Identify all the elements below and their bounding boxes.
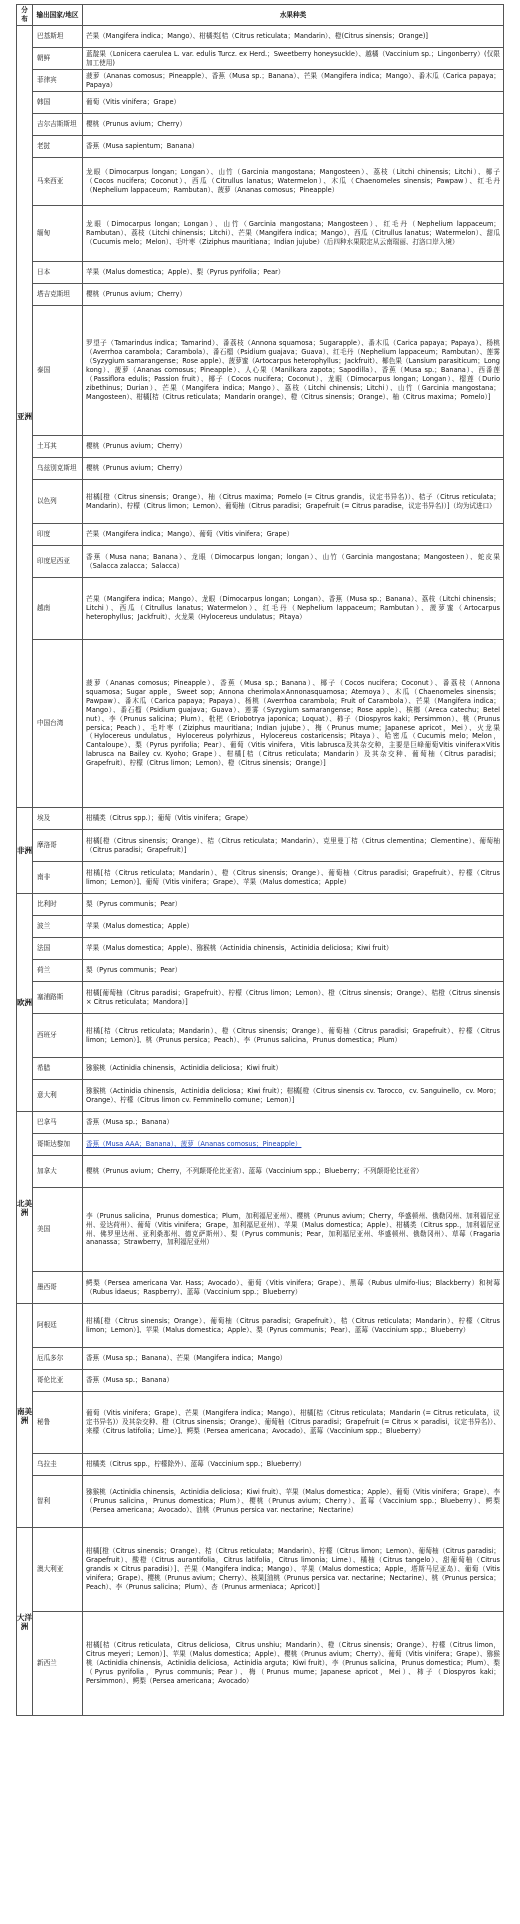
country-cell: 老挝 — [33, 136, 83, 158]
table-row — [17, 114, 504, 136]
country-cell: 摩洛哥 — [33, 830, 83, 862]
country-cell: 西班牙 — [33, 1014, 83, 1058]
fruits-cell: 樱桃（Prunus avium；Cherry） — [83, 114, 504, 136]
country-cell: 厄瓜多尔 — [33, 1348, 83, 1370]
country-cell: 乌兹别克斯坦 — [33, 458, 83, 480]
fruits-cell: 香蕉（Musa AAA；Banana）、菠萝（Ananas comosus；Pineapple） — [83, 1134, 504, 1156]
country-cell: 希腊 — [33, 1058, 83, 1080]
table-row — [17, 1370, 504, 1392]
country-cell: 澳大利亚 — [33, 1528, 83, 1612]
country-cell: 意大利 — [33, 1080, 83, 1112]
table-row — [17, 916, 504, 938]
region-cell: 南美洲 — [17, 1304, 33, 1528]
fruits-cell: 龙眼（Dimocarpus longan；Longan）、山竹（Garcinia mangostana；Mangosteen）、红毛丹（Nephelium lappaceum；Rambutan）、荔枝（Litchi chinensis；Litchi）、芒果（Mangifera indica；Mango）、西瓜（Citrullus lanatus；Watermelon）、甜瓜（Cucumis melo；Melon）、毛叶枣（Ziziphus mauritiana；Indian jujube）（后四种水果限定从云南瑞丽、打洛口岸入境） — [83, 206, 504, 262]
fruits-cell: 柑橘类（Citrus spp.，柠檬除外）、蓝莓（Vaccinium spp.；Blueberry） — [83, 1454, 504, 1476]
table-row — [17, 306, 504, 436]
fruits-cell: 蓝靛果（Lonicera caerulea L. var. edulis Turcz. ex Herd.；Sweetberry honeysuckle）、越橘（Vaccinium sp.；Lingonberry）(仅限加工使用) — [83, 48, 504, 70]
fruits-cell: 柑橘[桔（Citrus reticulata；Mandarin）、橙（Citrus sinensis；Orange）、葡萄柚（Citrus paradisi；Grapefruit）、柠檬（Citrus limon；Lemon）]、桃（Prunus persica；Peach）、李（Prunus salicina，Prunus domestica；Plum） — [83, 1014, 504, 1058]
fruits-cell: 柑橘[橙（Citrus sinensis；Orange）、柚（Citrus maxima；Pomelo (= Citrus grandis，议定书异名)）、桔子（Citrus reticulata；Mandarin）、柠檬（Citrus limon；Lemon）、葡萄柚（Citrus paradisi；Grapefruit (= Citrus paradise，议定书异名)）]（均为试进口） — [83, 480, 504, 524]
header-region: 分布 — [17, 5, 33, 26]
table-row — [17, 70, 504, 92]
country-cell: 以色列 — [33, 480, 83, 524]
fruits-cell: 芒果（Mangifera indica；Mango）、葡萄（Vitis vinifera；Grape） — [83, 524, 504, 546]
table-row — [17, 284, 504, 306]
table-row — [17, 1348, 504, 1370]
country-cell: 埃及 — [33, 808, 83, 830]
table-row — [17, 158, 504, 206]
table-row — [17, 524, 504, 546]
header-country: 输出国家/地区 — [33, 5, 83, 26]
fruits-cell: 樱桃（Prunus avium；Cherry） — [83, 436, 504, 458]
table-row — [17, 982, 504, 1014]
fruits-cell: 香蕉（Musa sapientum；Banana） — [83, 136, 504, 158]
table-row — [17, 960, 504, 982]
country-cell: 塞浦路斯 — [33, 982, 83, 1014]
fruits-cell: 梨（Pyrus communis；Pear） — [83, 894, 504, 916]
fruits-cell: 柑橘[橙（Citrus sinensis；Orange）、葡萄柚（Citrus paradisi；Grapefruit）、桔（Citrus reticulata；Mandarin）、柠檬（Citrus limon；Lemon）]、苹果（Malus domestica；Apple）、梨（Pyrus communis；Pear）、蓝莓（Vaccinium spp.；Blueberry） — [83, 1304, 504, 1348]
country-cell: 乌拉圭 — [33, 1454, 83, 1476]
fruits-cell: 香蕉（Musa sp.；Banana）、芒果（Mangifera indica；Mango） — [83, 1348, 504, 1370]
fruits-cell: 菠萝（Ananas comosus；Pineapple）、香蕉（Musa sp.；Banana）、椰子（Cocos nucifera；Coconut）、番荔枝（Annona squamosa；Sugar apple，Sweet sop；Annona cherimola×Annonasquamosa；Atemoya）、木瓜（Chaenomeles sinensis；Pawpaw）、番木瓜（Carica papaya；Papaya）、杨桃（Averrhoa carambola；Fruit of Carambola）、芒果（Mangifera indica；Mango）、番石榴（Psidium guajava；Guava）、莲雾（Syzygium samarangense；Rose apple）、槟榔（Areca catechu；Betel nut）、李（Prunus salicina；Plum）、枇杷（Eriobotrya japonica；Loquat）、柿子（Diospyros kaki；Persimmon）、桃（Prunus persica；Peach）、毛叶枣（Ziziphus mauritiana；Indian jujube）、梅（Prunus mume；Japanese apricot，Mei）、火龙果（Hylocereus undulatus，Hylocereus polyrhizus，Hylocereus costaricensis；Pitaya）、哈密瓜（Cucumis melo；Melon，Cantaloupe）、梨（Pyrus pyrifolia；Pear）、葡萄（Vitis vinifera，Vitis labrusca及其杂交种，主要是巨峰葡萄Vitis vinifera×Vitis labrusca na Bailey cv. Kyoho；Grape）、柑橘[桔（Citrus reticulata；Mandarin）及其杂交种、葡萄柚（Citrus paradisi；Grapefruit）、柠檬（Citrus limon；Lemon）、橙（Citrus sinensis；Orange）] — [83, 640, 504, 808]
region-cell: 北美洲 — [17, 1112, 33, 1304]
country-cell: 日本 — [33, 262, 83, 284]
fruits-cell: 葡萄（Vitis vinifera；Grape） — [83, 92, 504, 114]
country-cell: 越南 — [33, 578, 83, 640]
country-cell: 哥斯达黎加 — [33, 1134, 83, 1156]
country-cell: 菲律宾 — [33, 70, 83, 92]
country-cell: 美国 — [33, 1188, 83, 1272]
table-row — [17, 1188, 504, 1272]
fruits-cell: 柑橘[葡萄柚（Citrus paradisi；Grapefruit）、柠檬（Citrus limon；Lemon）、橙（Citrus sinensis；Orange）、桔橙（Citrus sinensis × Citrus reticulata；Mandora）] — [83, 982, 504, 1014]
country-cell: 巴基斯坦 — [33, 26, 83, 48]
table-row — [17, 862, 504, 894]
country-cell: 比利时 — [33, 894, 83, 916]
fruit-import-table — [16, 4, 504, 1716]
country-cell: 哥伦比亚 — [33, 1370, 83, 1392]
fruits-cell: 柑橘类（Citrus spp.）；葡萄（Vitis vinifera；Grape） — [83, 808, 504, 830]
table-row — [17, 1134, 504, 1156]
table-row — [17, 262, 504, 284]
table-row — [17, 1014, 504, 1058]
country-cell: 波兰 — [33, 916, 83, 938]
country-cell: 墨西哥 — [33, 1272, 83, 1304]
fruits-cell: 樱桃（Prunus avium；Cherry，不列颠哥伦比亚省）、蓝莓（Vaccinium spp.；Blueberry；不列颠哥伦比亚省） — [83, 1156, 504, 1188]
fruits-cell: 香蕉（Musa sp.；Banana） — [83, 1370, 504, 1392]
table-row — [17, 1080, 504, 1112]
fruits-cell: 樱桃（Prunus avium；Cherry） — [83, 458, 504, 480]
table-row — [17, 480, 504, 524]
country-cell: 韩国 — [33, 92, 83, 114]
region-cell: 大洋洲 — [17, 1528, 33, 1716]
header-fruits: 水果种类 — [83, 5, 504, 26]
country-cell: 荷兰 — [33, 960, 83, 982]
table-row — [17, 1612, 504, 1716]
table-row — [17, 640, 504, 808]
fruits-cell: 猕猴桃（Actinidia chinensis，Actinidia deliciosa；Kiwi fruit）、苹果（Malus domestica；Apple）、葡萄（Vitis vinifera；Grape）、李（Prunus salicina，Prunus domestica；Plum）、樱桃（Prunus avium；Cherry）、蓝莓（Vaccinium spp.；Blueberry）、鳄梨（Persea americana；Avocado）、油桃（Prunus persica var. nectarine；Nectarine） — [83, 1476, 504, 1528]
table-row — [17, 1528, 504, 1612]
fruits-cell: 柑橘[桔（Citrus reticulata；Mandarin）、橙（Citrus sinensis；Orange）、葡萄柚（Citrus paradisi；Grapefruit）、柠檬（Citrus limon；Lemon）]、葡萄（Vitis vinifera；Grape）、苹果（Malus domestica；Apple） — [83, 862, 504, 894]
region-cell: 非洲 — [17, 808, 33, 894]
fruits-cell: 鳄梨（Persea americana Var. Hass；Avocado）、葡萄（Vitis vinifera；Grape）、黑莓（Rubus ulmifo-lius；Blackberry）和树莓（Rubus idaeus；Raspberry）、蓝莓（Vaccinium spp.；Blueberry） — [83, 1272, 504, 1304]
table-row — [17, 206, 504, 262]
table-body — [17, 26, 504, 1716]
table-row — [17, 1454, 504, 1476]
table-row — [17, 458, 504, 480]
fruits-cell: 苹果（Malus domestica；Apple）、猕猴桃（Actinidia chinensis，Actinidia deliciosa；Kiwi fruit） — [83, 938, 504, 960]
fruits-cell: 柑橘[橙（Citrus sinensis；Orange）、桔（Citrus reticulata；Mandarin）、克里曼丁桔（Citrus clementina；Clementine）、葡萄柚（Citrus paradisi；Grapefruit）] — [83, 830, 504, 862]
table-row — [17, 1272, 504, 1304]
fruits-cell: 猕猴桃（Actinidia chinensis，Actinidia deliciosa；Kiwi fruit） — [83, 1058, 504, 1080]
fruits-cell: 猕猴桃（Actinidia chinensis，Actinidia deliciosa；Kiwi fruit）；柑橘[橙（Citrus sinensis cv. Tarocco，cv. Sanguinello，cv. Moro；Orange）、柠檬（Citrus limon cv. Femminello comune；Lemon）] — [83, 1080, 504, 1112]
country-cell: 泰国 — [33, 306, 83, 436]
fruits-cell: 菠萝（Ananas comosus；Pineapple）、香蕉（Musa sp.；Banana）、芒果（Mangifera indica；Mango）、番木瓜（Carica papaya；Papaya） — [83, 70, 504, 92]
table-row — [17, 136, 504, 158]
country-cell: 南非 — [33, 862, 83, 894]
country-cell: 印度 — [33, 524, 83, 546]
country-cell: 中国台湾 — [33, 640, 83, 808]
fruits-cell: 苹果（Malus domestica；Apple）、梨（Pyrus pyrifolia；Pear） — [83, 262, 504, 284]
fruits-cell: 龙眼（Dimocarpus longan；Longan）、山竹（Garcinia mangostana；Mangosteen）、荔枝（Litchi chinensis；Litchi）、椰子（Cocos nucifera；Coconut）、西瓜（Citrullus lanatus；Watermelon）、木瓜（Chaenomeles sinensis；Pawpaw）、红毛丹（Nephelium lappaceum；Rambutan）、菠萝（Ananas comosus；Pineapple） — [83, 158, 504, 206]
country-cell: 土耳其 — [33, 436, 83, 458]
table-row — [17, 92, 504, 114]
country-cell: 吉尔吉斯斯坦 — [33, 114, 83, 136]
country-cell: 朝鲜 — [33, 48, 83, 70]
table-row — [17, 26, 504, 48]
fruits-cell: 香蕉（Musa sp.；Banana） — [83, 1112, 504, 1134]
fruits-cell: 葡萄（Vitis vinifera；Grape）、芒果（Mangifera indica；Mango）、柑橘[桔（Citrus reticulata；Mandarin (= Citrus reticulata，议定书异名)）及其杂交种、橙（Citrus sinensis；Orange）、葡萄柚（Citrus paradisi；Grapefruit (= Citrus × paradisi，议定书异名)）、来檬（Citrus latifolia；Lime）]、鳄梨（Persea americana；Avocado）、蓝莓（Vaccinium spp.；Blueberry） — [83, 1392, 504, 1454]
region-cell: 欧洲 — [17, 894, 33, 1112]
country-cell: 缅甸 — [33, 206, 83, 262]
table-row — [17, 578, 504, 640]
country-cell: 巴拿马 — [33, 1112, 83, 1134]
country-cell: 加拿大 — [33, 1156, 83, 1188]
table-row — [17, 1112, 504, 1134]
fruits-cell: 罗望子（Tamarindus indica；Tamarind）、番荔枝（Annona squamosa；Sugarapple）、番木瓜（Carica papaya；Papaya）、杨桃（Averrhoa carambola；Carambola）、番石榴（Psidium guajava；Guava）、红毛丹（Nephelium lappaceum；Rambutan）、莲雾（Syzygium samarangense；Rose apple）、菠萝蜜（Artocarpus heterophyllus；Jackfruit）、椰色果（Lansium parasiticum；Long kong）、菠萝（Ananas comosus；Pineapple）、人心果（Manilkara zapota；Sapodilla）、香蕉（Musa sp.；Banana）、西番莲（Passiflora edulis；Passion fruit）、椰子（Cocos nucifera；Coconut）、龙眼（Dimocarpus longan；Longan）、榴莲（Durio zibethinus；Durian）、芒果（Mangifera indica；Mango）、荔枝（Litchi chinensis；Litchi）、山竹（Garcinia mangostana；Mangosteen）、柑橘[桔（Citrus reticulata；Mandarin orange）、橙（Citrus sinensis；Orange）、柚（Citrus maxima；Pomelo）] — [83, 306, 504, 436]
table-row — [17, 894, 504, 916]
country-cell: 新西兰 — [33, 1612, 83, 1716]
country-cell: 秘鲁 — [33, 1392, 83, 1454]
fruits-cell: 苹果（Malus domestica；Apple） — [83, 916, 504, 938]
table-row — [17, 436, 504, 458]
table-row — [17, 938, 504, 960]
fruit-import-table-page — [16, 4, 504, 1716]
fruits-cell: 芒果（Mangifera indica；Mango）、龙眼（Dimocarpus longan；Longan）、香蕉（Musa sp.；Banana）、荔枝（Litchi chinensis；Litchi）、西瓜（Citrullus lanatus；Watermelon）、红毛丹（Nephelium lappaceum；Rambutan）、菠萝蜜（Artocarpus heterophyllus；Jackfruit）、火龙果（Hylocereus undulatus；Pitaya） — [83, 578, 504, 640]
fruits-cell: 樱桃（Prunus avium；Cherry） — [83, 284, 504, 306]
table-row — [17, 1304, 504, 1348]
fruits-cell: 李（Prunus salicina，Prunus domestica；Plum，加利福尼亚州）、樱桃（Prunus avium；Cherry，华盛顿州、俄勒冈州、加利福尼亚州、爱达荷州）、葡萄（Vitis vinifera；Grape，加利福尼亚州）、苹果（Malus domestica；Apple）、柑橘类（Citrus spp.，加利福尼亚州、佛罗里达州、亚利桑那州、德克萨斯州）、梨（Pyrus communis；Pear，加利福尼亚州、华盛顿州、俄勒冈州）、草莓（Fragaria ananassa；Strawberry，加利福尼亚州） — [83, 1188, 504, 1272]
table-row — [17, 808, 504, 830]
fruits-cell: 柑橘[桔（Citrus reticulata，Citrus deliciosa，Citrus unshiu；Mandarin）、橙（Citrus sinensis；Orange）、柠檬（Citrus limon，Citrus meyeri；Lemon）]、苹果（Malus domestica；Apple）、樱桃（Prunus avium；Cherry）、葡萄（Vitis vinifera；Grape）、猕猴桃（Actinidia chinensis，Actinidia deliciosa，Actinidia arguta；Kiwi fruit）、李（Prunus salicina，Prunus domestica；Plum）、梨（Pyrus pyrifolia，Pyrus communis；Pear）、梅（Prunus mume；Japanese apricot，Mei）、柿子（Diospyros kaki；Persimmon）、鳄梨（Persea americana；Avocado） — [83, 1612, 504, 1716]
country-cell: 智利 — [33, 1476, 83, 1528]
fruits-cell: 香蕉（Musa nana；Banana）、龙眼（Dimocarpus longan；longan）、山竹（Garcinia mangostana；Mangosteen）、蛇皮果（Salacca zalacca；Salacca） — [83, 546, 504, 578]
country-cell: 印度尼西亚 — [33, 546, 83, 578]
table-row — [17, 1392, 504, 1454]
fruits-cell: 芒果（Mangifera indica；Mango）、柑橘类[桔（Citrus reticulata；Mandarin）、橙(Citrus sinensis；Orange)] — [83, 26, 504, 48]
country-cell: 塔吉克斯坦 — [33, 284, 83, 306]
country-cell: 阿根廷 — [33, 1304, 83, 1348]
table-row — [17, 546, 504, 578]
table-row — [17, 48, 504, 70]
table-row — [17, 830, 504, 862]
country-cell: 法国 — [33, 938, 83, 960]
country-cell: 马来西亚 — [33, 158, 83, 206]
fruits-cell: 梨（Pyrus communis；Pear） — [83, 960, 504, 982]
fruits-cell: 柑橘[橙（Citrus sinensis；Orange）、桔（Citrus reticulata；Mandarin）、柠檬（Citrus limon；Lemon）、葡萄柚（Citrus paradisi；Grapefruit）、酸橙（Citrus aurantifolia，Citrus latifolia，Citrus limonia；Lime）、橘柚（Citrus tangelo）、甜葡萄柚（Citrus grandis × Citrus paradisi）]、芒果（Mangifera indica；Mango）、苹果（Malus domestica；Apple，塔斯马尼亚岛）、葡萄（Vitis vinifera；Grape）、樱桃（Prunus avium；Cherry）、核果[油桃（Prunus persica var. nectarine；Nectarine）、桃（Prunus persica；Peach）、李（Prunus salicina；Plum）、杏（Prunus armeniaca；Apricot）] — [83, 1528, 504, 1612]
table-row — [17, 1058, 504, 1080]
region-cell: 亚洲 — [17, 26, 33, 808]
table-row — [17, 1476, 504, 1528]
table-header-row — [17, 5, 504, 26]
table-row — [17, 1156, 504, 1188]
